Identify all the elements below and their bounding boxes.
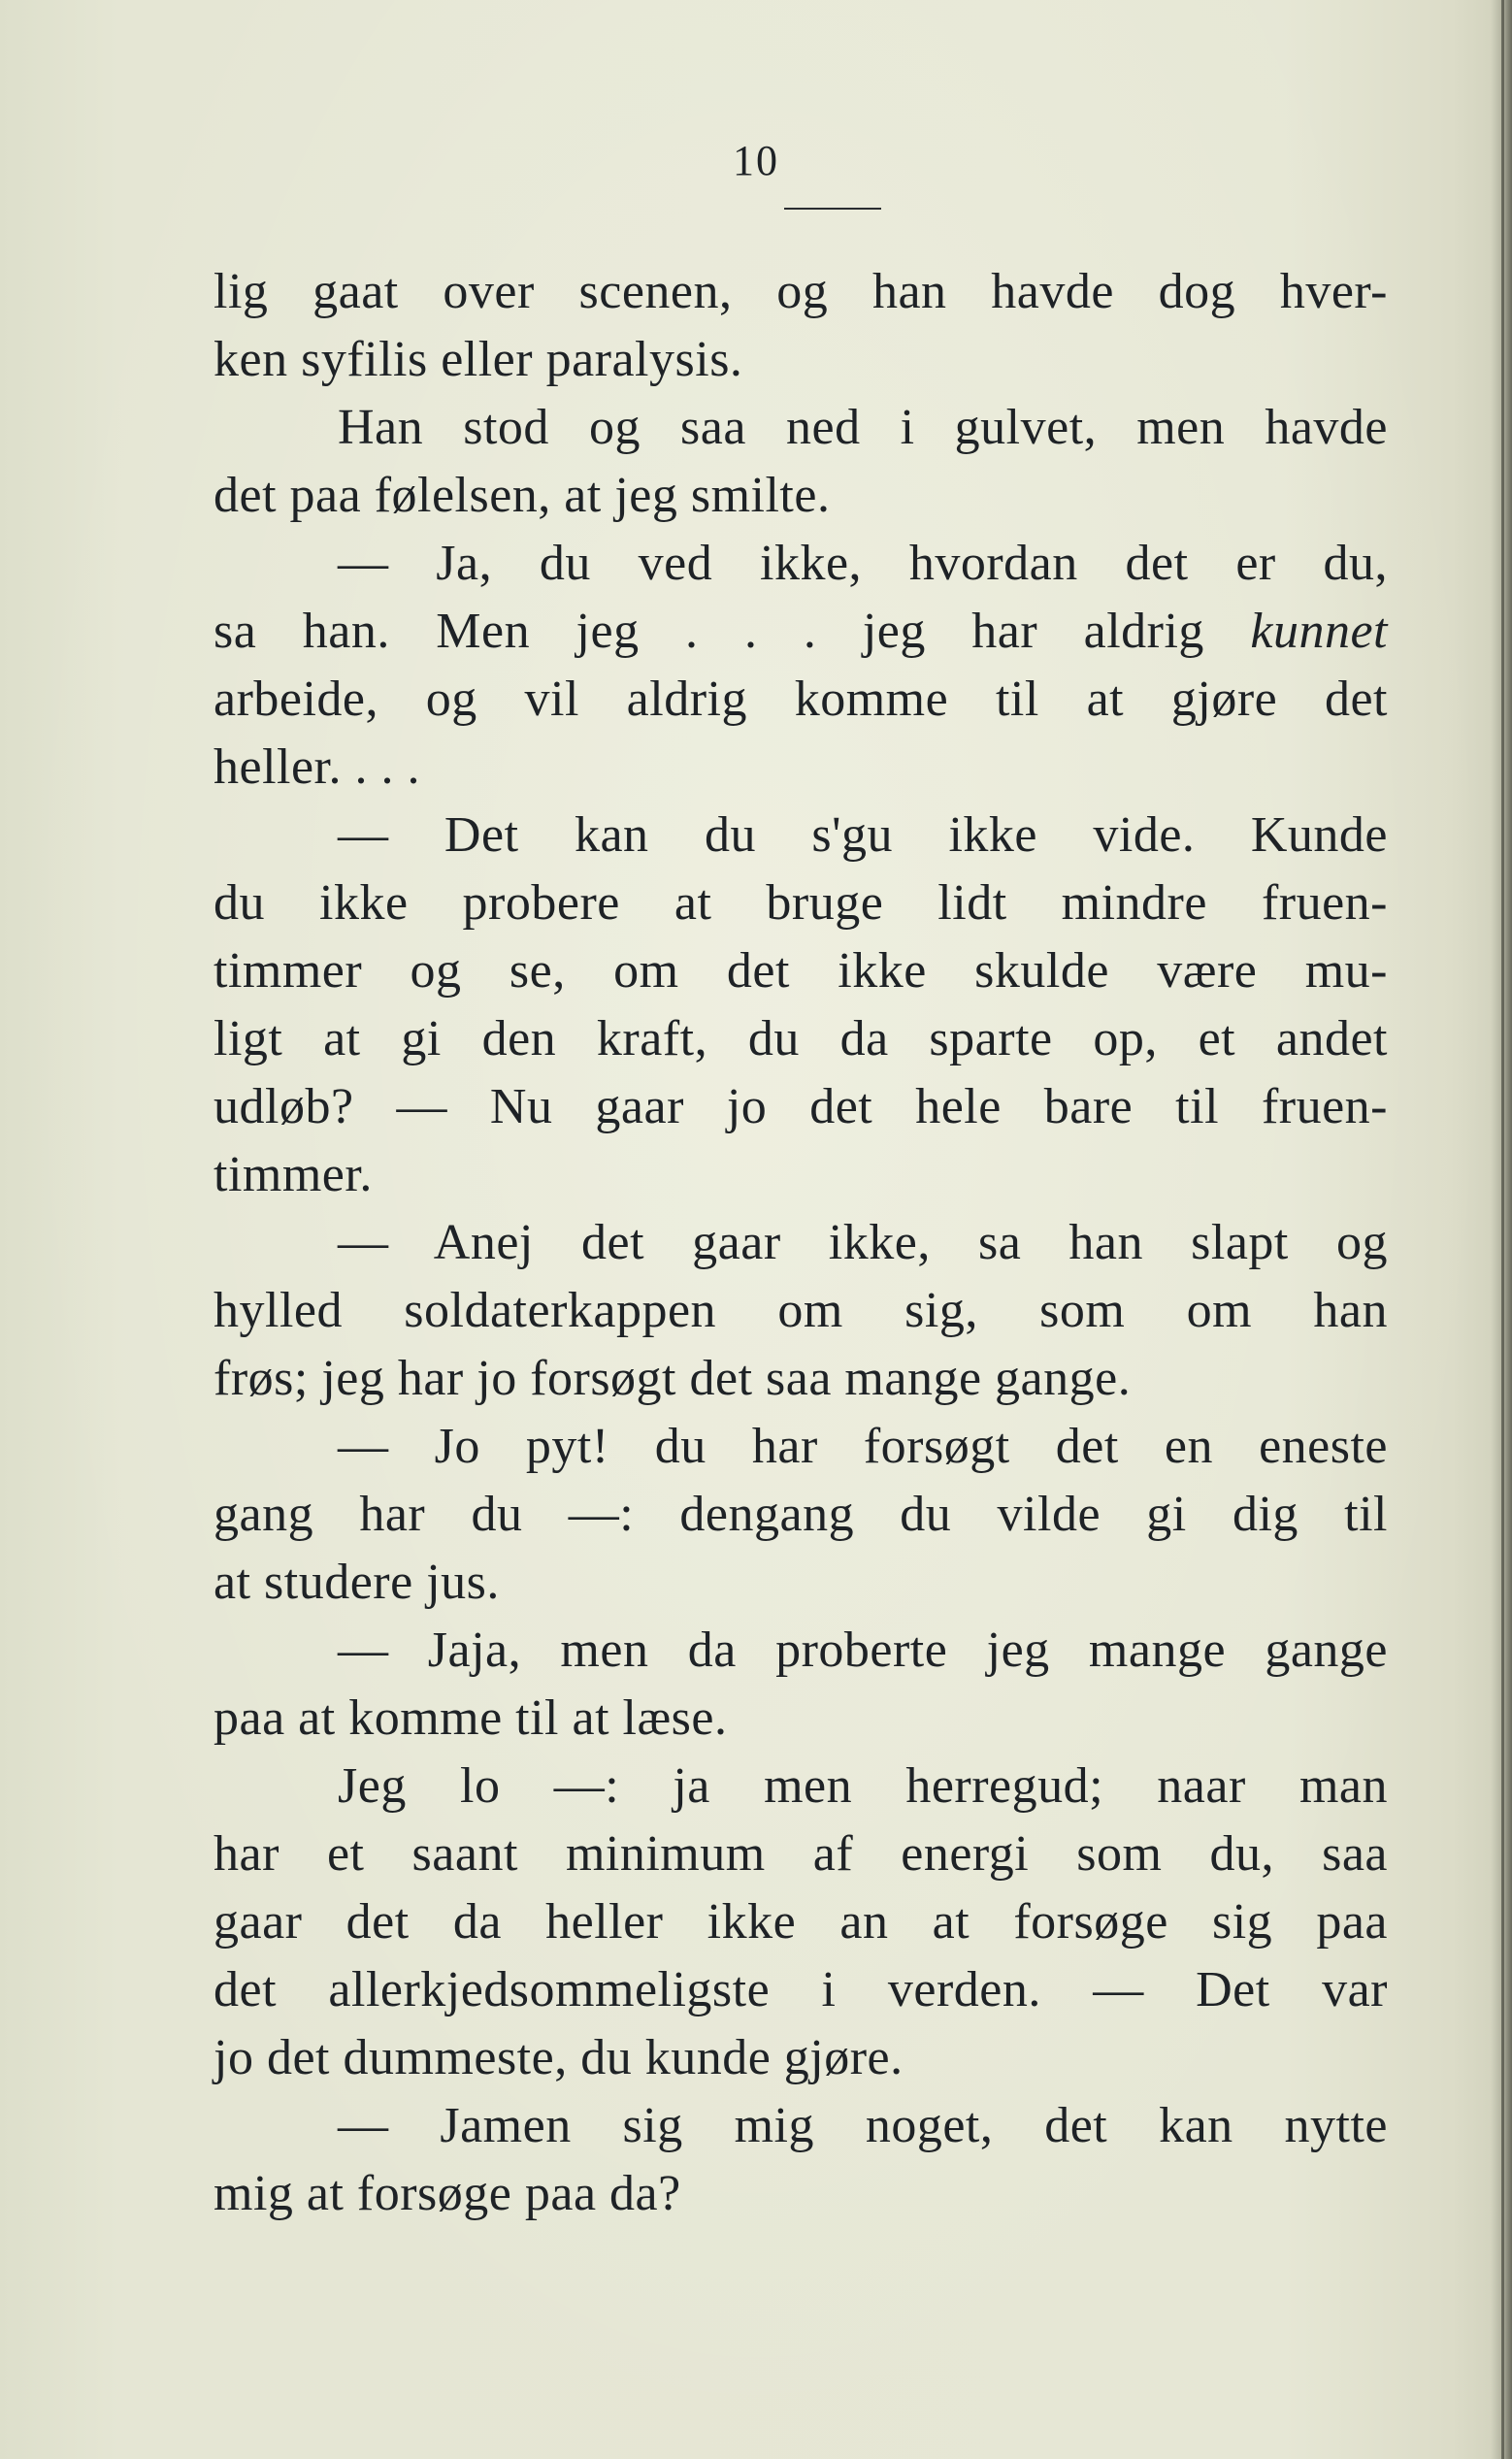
text-line: — Jamen sig mig noget, det kan nytte	[338, 2098, 1388, 2153]
text-line: — Det kan du s'gu ikke vide. Kunde	[338, 807, 1388, 863]
text-line: gang har du —: dengang du vilde gi dig til	[214, 1487, 1388, 1542]
text-line: at studere jus.	[214, 1555, 500, 1610]
text-line: timmer.	[214, 1147, 373, 1202]
page-number: 10	[733, 137, 779, 184]
text-line-segment: sa han. Men jeg . . . jeg har aldrig	[214, 604, 1251, 659]
text-line: mig at forsøge paa da?	[214, 2166, 681, 2221]
text-line: har et saant minimum af energi som du, saa	[214, 1826, 1388, 1882]
text-line: det paa følelsen, at jeg smilte.	[214, 468, 831, 523]
body-text	[214, 258, 1388, 2228]
text-line: du ikke probere at bruge lidt mindre fruen-	[214, 875, 1388, 931]
text-line: timmer og se, om det ikke skulde være mu-	[214, 943, 1388, 999]
text-line: Han stod og saa ned i gulvet, men havde	[338, 400, 1388, 455]
text-line: heller. . . .	[214, 739, 421, 795]
text-line: Jeg lo —: ja men herregud; naar man	[338, 1758, 1388, 1814]
text-line: det allerkjedsommeligste i verden. — Det var	[214, 1962, 1388, 2017]
text-line: — Ja, du ved ikke, hvordan det er du,	[338, 536, 1388, 591]
text-line: frøs; jeg har jo forsøgt det saa mange gange.	[214, 1351, 1132, 1406]
italic-word: kunnet	[1250, 604, 1388, 659]
text-line: — Jo pyt! du har forsøgt det en eneste	[338, 1419, 1388, 1474]
text-line: arbeide, og vil aldrig komme til at gjøre det	[214, 672, 1388, 727]
text-line: — Jaja, men da proberte jeg mange gange	[338, 1623, 1388, 1678]
page-number-rule	[784, 208, 881, 210]
text-line: lig gaat over scenen, og han havde dog hver-	[214, 264, 1388, 319]
text-line: udløb? — Nu gaar jo det hele bare til fruen-	[214, 1079, 1388, 1134]
text-line: — Anej det gaar ikke, sa han slapt og	[338, 1215, 1388, 1270]
text-line: ligt at gi den kraft, du da sparte op, et andet	[214, 1011, 1388, 1066]
text-line: jo det dummeste, du kunde gjøre.	[214, 2030, 904, 2085]
page-edge-line	[1501, 0, 1504, 2459]
text-line: gaar det da heller ikke an at forsøge sig paa	[214, 1894, 1388, 1950]
text-line: ken syfilis eller paralysis.	[214, 332, 743, 387]
text-line: hylled soldaterkappen om sig, som om han	[214, 1283, 1388, 1338]
text-line	[214, 598, 1388, 666]
text-line: paa at komme til at læse.	[214, 1690, 728, 1746]
